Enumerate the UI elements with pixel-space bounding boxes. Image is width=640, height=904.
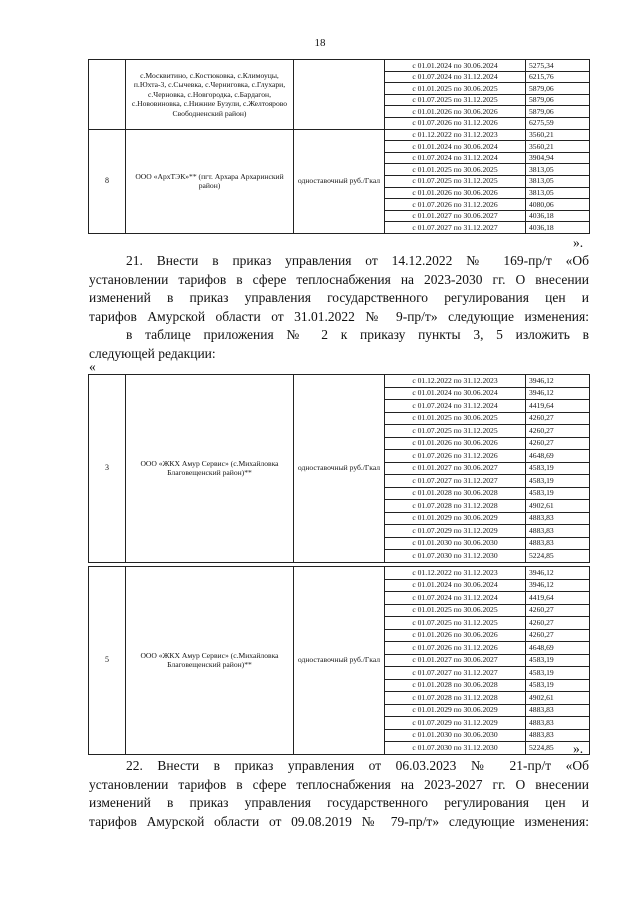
organization-cell: ООО «АрхТЭК»** (пгт. Архара Архаринский район) bbox=[126, 129, 294, 233]
tariff-value-cell: 4419,64 bbox=[526, 592, 590, 605]
tariff-value-cell: 4080,06 bbox=[526, 199, 590, 211]
closing-quote-2: ». bbox=[573, 741, 584, 756]
paragraph-21-line: установлении тарифов в сфере теплоснабжения на 2023-2030 гг. О внесении bbox=[89, 271, 589, 287]
period-cell: с 01.01.2024 по 30.06.2024 bbox=[385, 387, 526, 400]
paragraph-22 bbox=[89, 757, 589, 831]
tariff-value-cell: 4260,27 bbox=[526, 629, 590, 642]
tariff-value-cell: 4583,19 bbox=[526, 679, 590, 692]
period-cell: с 01.12.2022 по 31.12.2023 bbox=[385, 375, 526, 388]
tariff-value-cell: 3813,05 bbox=[526, 187, 590, 199]
tariff-value-cell: 4260,27 bbox=[526, 604, 590, 617]
table-row bbox=[89, 60, 590, 72]
period-cell: с 01.01.2027 по 30.06.2027 bbox=[385, 210, 526, 222]
period-cell: с 01.01.2024 по 30.06.2024 bbox=[385, 60, 526, 72]
period-cell: с 01.01.2030 по 30.06.2030 bbox=[385, 537, 526, 550]
tariff-value-cell: 6215,76 bbox=[526, 71, 590, 83]
period-cell: с 01.07.2029 по 31.12.2029 bbox=[385, 525, 526, 538]
period-cell: с 01.01.2025 по 30.06.2025 bbox=[385, 604, 526, 617]
tariff-value-cell: 4583,19 bbox=[526, 487, 590, 500]
table-row bbox=[89, 375, 590, 388]
period-cell: с 01.12.2022 по 31.12.2023 bbox=[385, 567, 526, 580]
period-cell: с 01.07.2024 по 31.12.2024 bbox=[385, 71, 526, 83]
tariff-value-cell: 4902,61 bbox=[526, 692, 590, 705]
period-cell: с 01.01.2028 по 30.06.2028 bbox=[385, 487, 526, 500]
period-cell: с 01.07.2027 по 31.12.2027 bbox=[385, 475, 526, 488]
tariff-value-cell: 4883,83 bbox=[526, 525, 590, 538]
tariff-table-item-5 bbox=[88, 566, 590, 755]
period-cell: с 01.01.2025 по 30.06.2025 bbox=[385, 412, 526, 425]
tariff-value-cell: 3946,12 bbox=[526, 387, 590, 400]
period-cell: с 01.07.2028 по 31.12.2028 bbox=[385, 500, 526, 513]
period-cell: с 01.07.2025 по 31.12.2025 bbox=[385, 94, 526, 106]
organization-cell: с.Москвитино, с.Костюковка, с.Климоуцы, п.Юхта-3, с.Сычевка, с.Черниговка, с.Глухари, с.Черновка, с.Новгородка, с.Бардагон, с.Нововиновка, с.Нижние Бузули, с.Желтоярово Свободненский район) bbox=[126, 60, 294, 130]
tariff-value-cell: 4583,19 bbox=[526, 462, 590, 475]
period-cell: с 01.01.2025 по 30.06.2025 bbox=[385, 83, 526, 95]
period-cell: с 01.07.2024 по 31.12.2024 bbox=[385, 592, 526, 605]
table-row bbox=[89, 567, 590, 580]
tariff-value-cell: 4902,61 bbox=[526, 500, 590, 513]
period-cell: с 01.07.2025 по 31.12.2025 bbox=[385, 425, 526, 438]
tariff-value-cell: 4260,27 bbox=[526, 425, 590, 438]
period-cell: с 01.01.2029 по 30.06.2029 bbox=[385, 512, 526, 525]
paragraph-21-line: изменений в приказ управления государственного регулирования цен и bbox=[89, 290, 589, 305]
organization-cell: ООО «ЖКХ Амур Сервис» (с.Михайловка Благовещенский район)** bbox=[126, 375, 294, 563]
tariff-value-cell: 4260,27 bbox=[526, 437, 590, 450]
tariff-value-cell: 4260,27 bbox=[526, 412, 590, 425]
tariff-value-cell: 4036,18 bbox=[526, 222, 590, 234]
paragraph-21 bbox=[89, 252, 589, 363]
tariff-value-cell: 3813,05 bbox=[526, 175, 590, 187]
period-cell: с 01.07.2029 по 31.12.2029 bbox=[385, 717, 526, 730]
tariff-table-continued bbox=[88, 59, 590, 234]
paragraph-22-line: тарифов Амурской области от 09.08.2019 № 79-пр/т» следующие изменения: bbox=[89, 813, 589, 829]
period-cell: с 01.07.2030 по 31.12.2030 bbox=[385, 742, 526, 755]
opening-quote: « bbox=[89, 359, 96, 374]
period-cell: с 01.07.2025 по 31.12.2025 bbox=[385, 617, 526, 630]
tariff-value-cell: 4648,69 bbox=[526, 642, 590, 655]
tariff-value-cell: 4260,27 bbox=[526, 617, 590, 630]
organization-cell: ООО «ЖКХ Амур Сервис» (с.Михайловка Благовещенский район)** bbox=[126, 567, 294, 755]
tariff-value-cell: 5879,06 bbox=[526, 83, 590, 95]
tariff-value-cell: 4583,19 bbox=[526, 475, 590, 488]
period-cell: с 01.07.2024 по 31.12.2024 bbox=[385, 152, 526, 164]
tariff-value-cell: 3946,12 bbox=[526, 579, 590, 592]
period-cell: с 01.01.2026 по 30.06.2026 bbox=[385, 437, 526, 450]
tariff-value-cell: 3946,12 bbox=[526, 567, 590, 580]
tariff-value-cell: 4883,83 bbox=[526, 512, 590, 525]
row-number bbox=[89, 60, 126, 130]
period-cell: с 01.01.2029 по 30.06.2029 bbox=[385, 704, 526, 717]
period-cell: с 01.01.2024 по 30.06.2024 bbox=[385, 141, 526, 153]
period-cell: с 01.07.2026 по 31.12.2026 bbox=[385, 117, 526, 129]
tariff-value-cell: 4036,18 bbox=[526, 210, 590, 222]
period-cell: с 01.01.2026 по 30.06.2026 bbox=[385, 187, 526, 199]
tariff-value-cell: 3904,94 bbox=[526, 152, 590, 164]
tariff-type-cell: одноставочный руб./Гкал bbox=[294, 567, 385, 755]
period-cell: с 01.07.2028 по 31.12.2028 bbox=[385, 692, 526, 705]
tariff-type-cell bbox=[294, 60, 385, 130]
period-cell: с 01.01.2026 по 30.06.2026 bbox=[385, 629, 526, 642]
paragraph-22-line: изменений в приказ управления государственного регулирования цен и bbox=[89, 795, 589, 810]
tariff-type-cell: одноставочный руб./Гкал bbox=[294, 129, 385, 233]
period-cell: с 01.07.2026 по 31.12.2026 bbox=[385, 450, 526, 463]
period-cell: с 01.01.2024 по 30.06.2024 bbox=[385, 579, 526, 592]
period-cell: с 01.01.2027 по 30.06.2027 bbox=[385, 462, 526, 475]
tariff-value-cell: 5224,85 bbox=[526, 742, 590, 755]
tariff-value-cell: 3560,21 bbox=[526, 141, 590, 153]
paragraph-22-line: установлении тарифов в сфере теплоснабжения на 2023-2027 гг. О внесении bbox=[89, 776, 589, 792]
paragraph-21-line: 21. Внести в приказ управления от 14.12.2022 № 169-пр/т «Об bbox=[126, 253, 589, 268]
row-number: 5 bbox=[89, 567, 126, 755]
paragraph-21-line: тарифов Амурской области от 31.01.2022 № 9-пр/т» следующие изменения: bbox=[89, 308, 589, 324]
period-cell: с 01.01.2030 по 30.06.2030 bbox=[385, 729, 526, 742]
period-cell: с 01.07.2025 по 31.12.2025 bbox=[385, 175, 526, 187]
period-cell: с 01.07.2026 по 31.12.2026 bbox=[385, 642, 526, 655]
table-row bbox=[89, 129, 590, 141]
tariff-value-cell: 4583,19 bbox=[526, 654, 590, 667]
tariff-value-cell: 5879,06 bbox=[526, 94, 590, 106]
paragraph-22-line: 22. Внести в приказ управления от 06.03.2023 № 21-пр/т «Об bbox=[126, 758, 589, 773]
row-number: 8 bbox=[89, 129, 126, 233]
period-cell: с 01.12.2022 по 31.12.2023 bbox=[385, 129, 526, 141]
tariff-value-cell: 3946,12 bbox=[526, 375, 590, 388]
tariff-value-cell: 4648,69 bbox=[526, 450, 590, 463]
period-cell: с 01.07.2030 по 31.12.2030 bbox=[385, 550, 526, 563]
period-cell: с 01.07.2027 по 31.12.2027 bbox=[385, 222, 526, 234]
tariff-value-cell: 3813,05 bbox=[526, 164, 590, 176]
tariff-value-cell: 4583,19 bbox=[526, 667, 590, 680]
row-number: 3 bbox=[89, 375, 126, 563]
paragraph-21-subline: следующей редакции: bbox=[89, 345, 216, 361]
tariff-value-cell: 5879,06 bbox=[526, 106, 590, 118]
period-cell: с 01.01.2026 по 30.06.2026 bbox=[385, 106, 526, 118]
tariff-value-cell: 4883,83 bbox=[526, 717, 590, 730]
tariff-value-cell: 6275,59 bbox=[526, 117, 590, 129]
tariff-type-cell: одноставочный руб./Гкал bbox=[294, 375, 385, 563]
closing-quote-1: ». bbox=[573, 235, 584, 250]
period-cell: с 01.01.2025 по 30.06.2025 bbox=[385, 164, 526, 176]
period-cell: с 01.07.2027 по 31.12.2027 bbox=[385, 667, 526, 680]
tariff-value-cell: 5275,34 bbox=[526, 60, 590, 72]
tariff-value-cell: 4419,64 bbox=[526, 400, 590, 413]
period-cell: с 01.07.2026 по 31.12.2026 bbox=[385, 199, 526, 211]
page-number: 18 bbox=[314, 37, 326, 49]
tariff-value-cell: 5224,85 bbox=[526, 550, 590, 563]
period-cell: с 01.07.2024 по 31.12.2024 bbox=[385, 400, 526, 413]
paragraph-21-subline: в таблице приложения № 2 к приказу пункты 3, 5 изложить в bbox=[126, 327, 589, 342]
tariff-value-cell: 4883,83 bbox=[526, 729, 590, 742]
tariff-table-item-3 bbox=[88, 374, 590, 563]
tariff-value-cell: 3560,21 bbox=[526, 129, 590, 141]
tariff-value-cell: 4883,83 bbox=[526, 704, 590, 717]
period-cell: с 01.01.2027 по 30.06.2027 bbox=[385, 654, 526, 667]
period-cell: с 01.01.2028 по 30.06.2028 bbox=[385, 679, 526, 692]
tariff-value-cell: 4883,83 bbox=[526, 537, 590, 550]
